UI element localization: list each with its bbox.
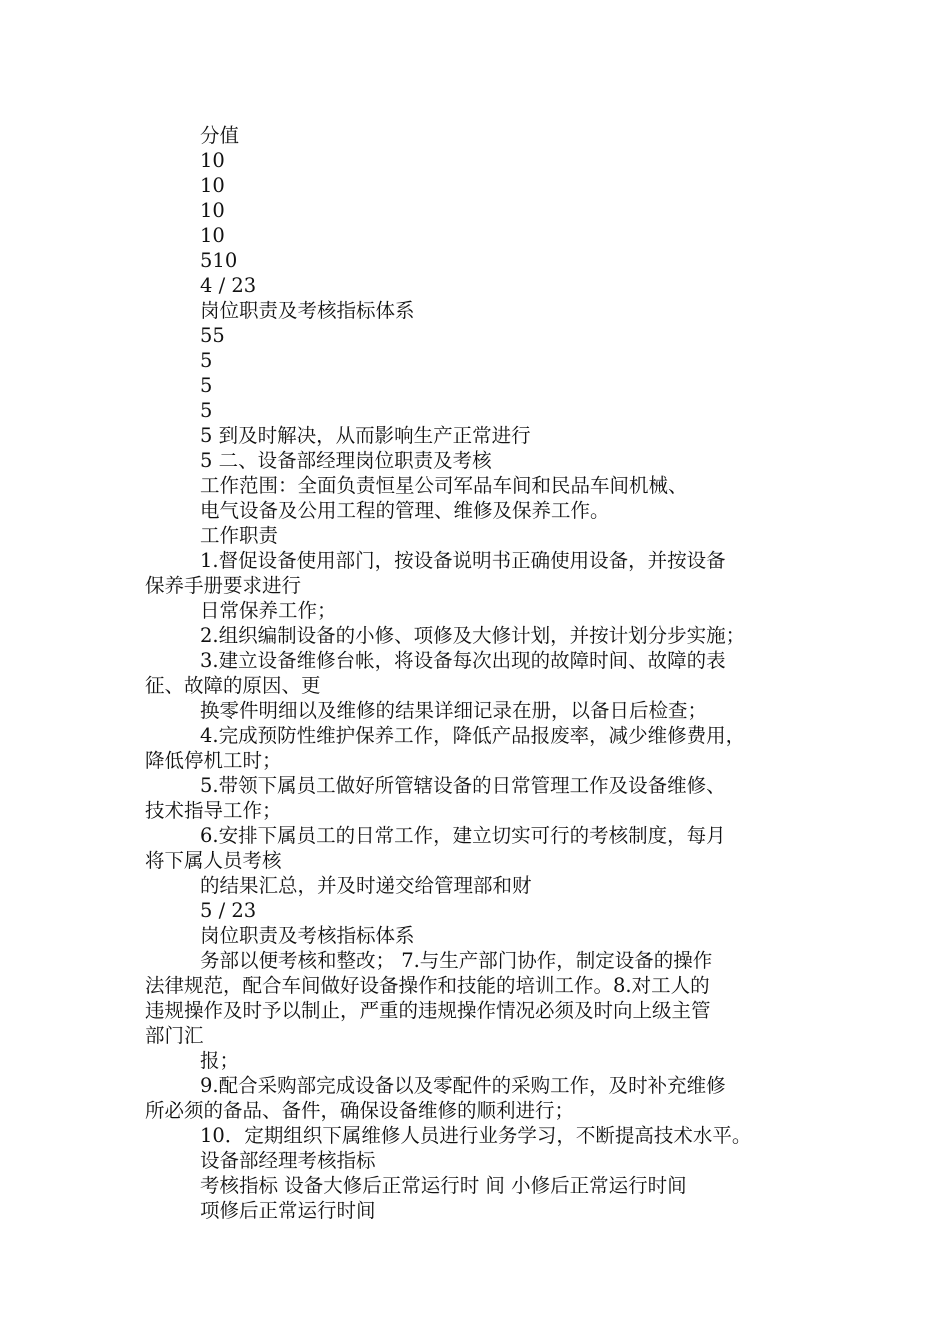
text-line: 10 [200,224,225,247]
text-line: 考核指标 设备大修后正常运行时 间 小修后正常运行时间 [200,1174,687,1197]
text-line: 违规操作及时予以制止，严重的违规操作情况必须及时向上级主管 [145,999,711,1022]
text-line: 换零件明细以及维修的结果详细记录在册，以备日后检查； [200,699,708,722]
text-line: 10．定期组织下属维修人员进行业务学习，不断提高技术水平。 [200,1124,752,1147]
subsection-heading: 设备部经理考核指标 [200,1149,376,1172]
text-line: 电气设备及公用工程的管理、维修及保养工作。 [200,499,610,522]
text-line: 5.带领下属员工做好所管辖设备的日常管理工作及设备维修、 [200,774,726,797]
text-line: 将下属人员考核 [145,849,282,872]
text-line: 报； [200,1049,240,1072]
text-line: 项修后正常运行时间 [200,1199,376,1222]
text-line: 4.完成预防性维护保养工作，降低产品报废率，减少维修费用， [200,724,746,747]
subsection-heading: 工作职责 [200,524,279,547]
page-number: 5 / 23 [200,899,257,922]
text-line: 10 [200,199,225,222]
text-line: 1.督促设备使用部门，按设备说明书正确使用设备，并按设备 [200,549,726,572]
text-line: 10 [200,174,225,197]
text-line: 日常保养工作； [200,599,337,622]
section-heading: 5 二、设备部经理岗位职责及考核 [200,449,492,472]
text-line: 5 [200,374,213,397]
text-line: 降低停机工时； [145,749,282,772]
text-line: 分值 [200,124,240,147]
text-line: 5 [200,349,213,372]
page-number: 4 / 23 [200,274,257,297]
text-line: 10 [200,149,225,172]
text-line: 510 [200,249,238,272]
text-line: 工作范围：全面负责恒星公司军品车间和民品车间机械、 [200,474,688,497]
text-line: 法律规范，配合车间做好设备操作和技能的培训工作。8.对工人的 [145,974,710,997]
text-line: 5 到及时解决，从而影响生产正常进行 [200,424,531,447]
text-line: 2.组织编制设备的小修、项修及大修计划，并按计划分步实施； [200,624,746,647]
running-header: 岗位职责及考核指标体系 [200,299,415,322]
text-line: 保养手册要求进行 [145,574,302,597]
text-line: 9.配合采购部完成设备以及零配件的采购工作，及时补充维修 [200,1074,726,1097]
text-line: 技术指导工作； [145,799,282,822]
text-line: 所必须的备品、备件，确保设备维修的顺利进行； [145,1099,575,1122]
text-line: 55 [200,324,225,347]
text-line: 务部以便考核和整改； 7.与生产部门协作，制定设备的操作 [200,949,713,972]
text-line: 的结果汇总，并及时递交给管理部和财 [200,874,532,897]
running-header: 岗位职责及考核指标体系 [200,924,415,947]
text-line: 征、故障的原因、更 [145,674,321,697]
text-line: 部门汇 [145,1024,204,1047]
text-line: 5 [200,399,213,422]
text-line: 3.建立设备维修台帐，将设备每次出现的故障时间、故障的表 [200,649,726,672]
text-line: 6.安排下属员工的日常工作，建立切实可行的考核制度，每月 [200,824,726,847]
